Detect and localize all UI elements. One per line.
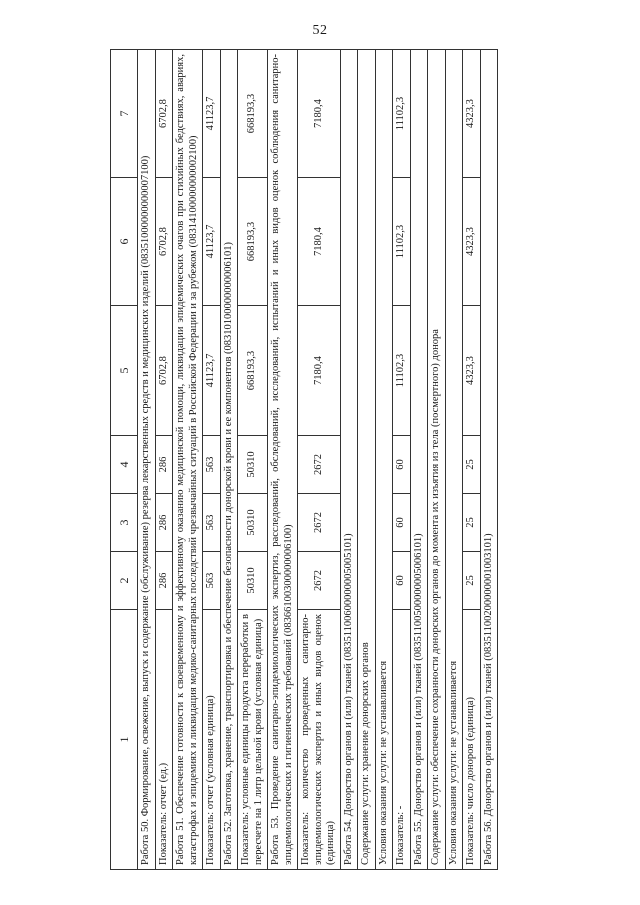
section-text: Работа 51. Обеспечение готовности к своевременному и эффективному оказанию медицинской помощи, ликвидации эпидемических очагов при стихийных бедствиях, авариях, катастрофах и эпидемиях и ликвидация медико-санитарных последствий чрезвычайных ситуаций в Российской Федерации и за рубежом (08314100000000002100) bbox=[173, 50, 203, 870]
indicator-label: Показатель: число доноров (единица) bbox=[463, 610, 481, 870]
value-cell: 2672 bbox=[298, 552, 341, 610]
value-cell: 60 bbox=[393, 494, 411, 552]
value-cell: 563 bbox=[203, 552, 221, 610]
value-cell: 11102,3 bbox=[393, 50, 411, 178]
section-text: Содержание услуги: хранение донорских органов bbox=[358, 50, 376, 870]
value-cell: 2672 bbox=[298, 494, 341, 552]
header-cell: 6 bbox=[111, 178, 138, 306]
section-text: Работа 56. Донорство органов и (или) тканей (08351100200000001003101) bbox=[480, 50, 498, 870]
value-cell: 563 bbox=[203, 436, 221, 494]
value-cell: 7180,4 bbox=[298, 50, 341, 178]
section-text: Работа 52. Заготовка, хранение, транспортировка и обеспечение безопасности донорской крови и ее компонентов (08310100000000006101) bbox=[220, 50, 238, 870]
section-row bbox=[268, 50, 298, 870]
header-cell: 4 bbox=[111, 436, 138, 494]
value-cell: 2672 bbox=[298, 436, 341, 494]
value-cell: 7180,4 bbox=[298, 178, 341, 306]
section-text: Работа 54. Донорство органов и (или) тканей (08351100600000005005101) bbox=[340, 50, 358, 870]
page-number: 52 bbox=[312, 23, 328, 38]
value-cell: 6702,8 bbox=[155, 178, 173, 306]
section-row bbox=[375, 50, 393, 870]
indicator-row bbox=[463, 50, 481, 870]
value-cell: 4323,3 bbox=[463, 306, 481, 436]
indicator-row bbox=[298, 50, 341, 870]
section-text: Работа 50. Формирование, освежение, выпуск и содержание (обслуживание) резерва лекарственных средств и медицинских изделий (08351000000000007100) bbox=[138, 50, 156, 870]
section-row bbox=[173, 50, 203, 870]
table-header-row bbox=[111, 50, 138, 870]
value-cell: 50310 bbox=[238, 494, 268, 552]
section-row bbox=[340, 50, 358, 870]
value-cell: 286 bbox=[155, 494, 173, 552]
header-cell: 1 bbox=[111, 610, 138, 870]
value-cell: 286 bbox=[155, 436, 173, 494]
value-cell: 25 bbox=[463, 494, 481, 552]
value-cell: 668193,3 bbox=[238, 50, 268, 178]
value-cell: 6702,8 bbox=[155, 306, 173, 436]
indicator-row bbox=[155, 50, 173, 870]
value-cell: 668193,3 bbox=[238, 306, 268, 436]
value-cell: 25 bbox=[463, 436, 481, 494]
section-row bbox=[138, 50, 156, 870]
indicator-row bbox=[238, 50, 268, 870]
header-cell: 7 bbox=[111, 50, 138, 178]
indicator-label: Показатель: - bbox=[393, 610, 411, 870]
value-cell: 286 bbox=[155, 552, 173, 610]
value-cell: 50310 bbox=[238, 436, 268, 494]
value-cell: 41123,7 bbox=[203, 306, 221, 436]
header-cell: 2 bbox=[111, 552, 138, 610]
section-row bbox=[445, 50, 463, 870]
indicator-label: Показатель: условные единицы продукта переработки в пересчете на 1 литр цельной крови (условная единица) bbox=[238, 610, 268, 870]
section-text: Условия оказания услуги: не устанавливается bbox=[375, 50, 393, 870]
value-cell: 11102,3 bbox=[393, 178, 411, 306]
value-cell: 41123,7 bbox=[203, 178, 221, 306]
section-row bbox=[410, 50, 428, 870]
value-cell: 6702,8 bbox=[155, 50, 173, 178]
value-cell: 60 bbox=[393, 436, 411, 494]
header-cell: 5 bbox=[111, 306, 138, 436]
works-table bbox=[110, 49, 498, 870]
value-cell: 41123,7 bbox=[203, 50, 221, 178]
value-cell: 25 bbox=[463, 552, 481, 610]
section-row bbox=[220, 50, 238, 870]
value-cell: 50310 bbox=[238, 552, 268, 610]
indicator-label: Показатель: количество проведенных санитарно-эпидемиологических экспертиз и иных видов оценок (единица) bbox=[298, 610, 341, 870]
section-row bbox=[428, 50, 446, 870]
header-cell: 3 bbox=[111, 494, 138, 552]
value-cell: 11102,3 bbox=[393, 306, 411, 436]
indicator-label: Показатель: отчет (условная единица) bbox=[203, 610, 221, 870]
section-text: Условия оказания услуги: не устанавливается bbox=[445, 50, 463, 870]
value-cell: 60 bbox=[393, 552, 411, 610]
section-row bbox=[480, 50, 498, 870]
value-cell: 4323,3 bbox=[463, 50, 481, 178]
value-cell: 4323,3 bbox=[463, 178, 481, 306]
indicator-label: Показатель: отчет (ед.) bbox=[155, 610, 173, 870]
value-cell: 563 bbox=[203, 494, 221, 552]
section-row bbox=[358, 50, 376, 870]
section-text: Содержание услуги: обеспечение сохранности донорских органов до момента их изъятия из тела (посмертного) донора bbox=[428, 50, 446, 870]
section-text: Работа 53. Проведение санитарно-эпидемиологических экспертиз, расследований, обследований, исследований, испытаний и иных видов оценок соблюдения санитарно-эпидемиологических и гигиенических требований (08366100300000006100) bbox=[268, 50, 298, 870]
rotated-table-wrapper bbox=[110, 50, 630, 870]
value-cell: 668193,3 bbox=[238, 178, 268, 306]
indicator-row bbox=[203, 50, 221, 870]
value-cell: 7180,4 bbox=[298, 306, 341, 436]
indicator-row bbox=[393, 50, 411, 870]
section-text: Работа 55. Донорство органов и (или) тканей (08351100500000005006101) bbox=[410, 50, 428, 870]
